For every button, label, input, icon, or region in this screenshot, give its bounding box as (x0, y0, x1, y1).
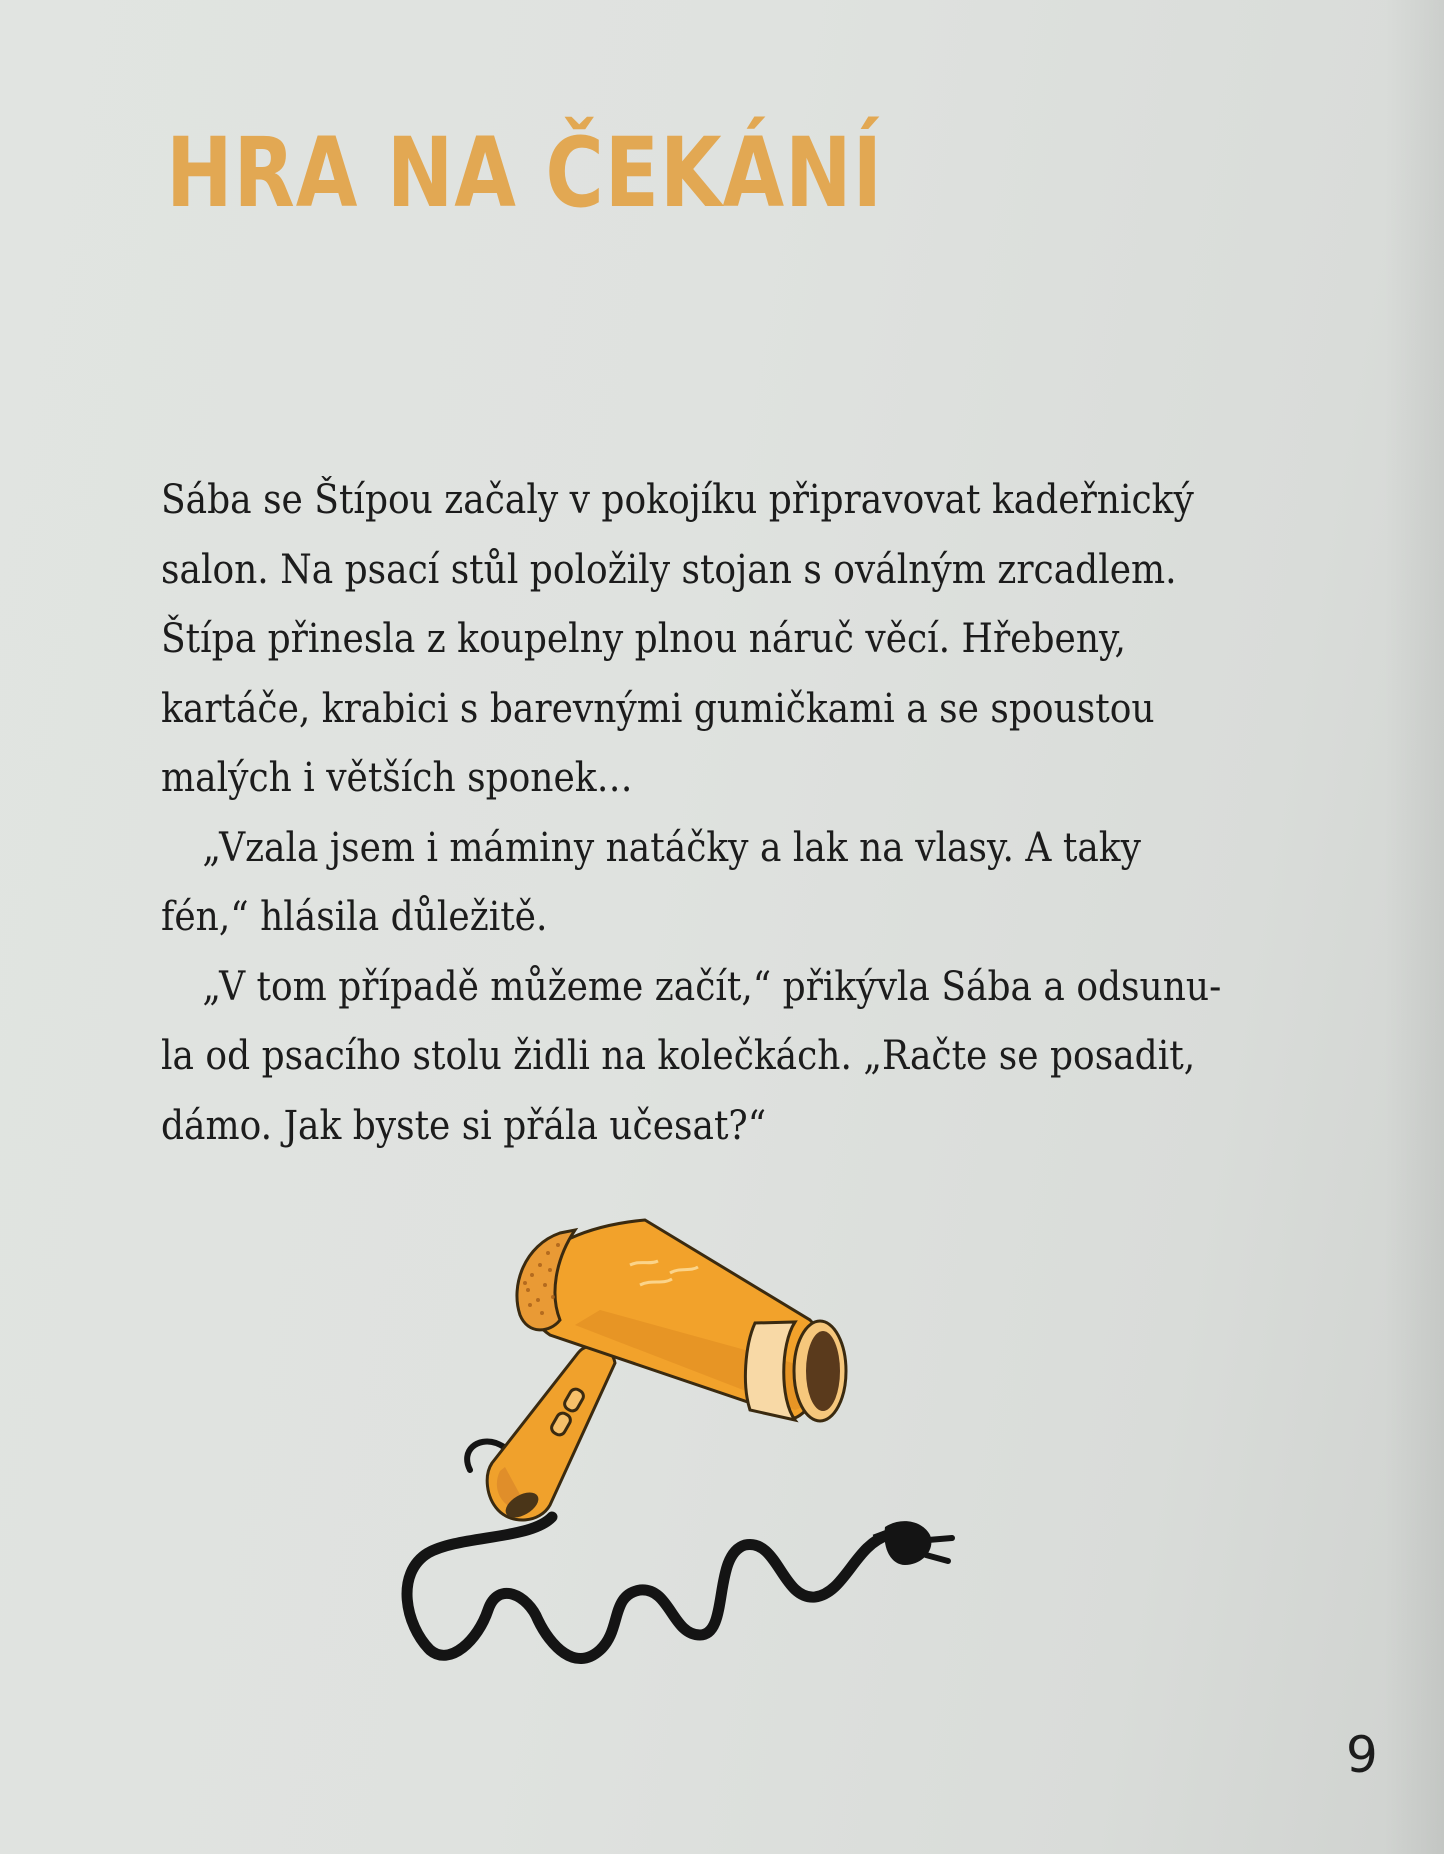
text-line: „Vzala jsem i máminy natáčky a lak na vlasy. A taky (202, 824, 1141, 871)
text-line: kartáče, krabici s barevnými gumičkami a se spoustou (161, 685, 1155, 732)
dryer-handle (487, 1346, 615, 1523)
story-text (161, 466, 1361, 1161)
text-line: dámo. Jak byste si přála učesat?“ (161, 1102, 767, 1149)
power-cord (407, 1517, 888, 1659)
text-line: Štípa přinesla z koupelny plnou náruč věcí. Hřebeny, (161, 616, 1127, 662)
page-edge-shadow (1384, 0, 1444, 1854)
text-line: „V tom případě můžeme začít,“ přikývla Sába a odsunu- (202, 963, 1222, 1010)
text-line: fén,“ hlásila důležitě. (161, 894, 548, 940)
plug-icon (873, 1521, 952, 1565)
paragraph-3 (161, 953, 1361, 1162)
hair-dryer-icon (400, 1205, 1120, 1765)
text-line: malých i větších sponek… (161, 755, 633, 801)
text-line: Sába se Štípou začaly v pokojíku připravovat kadeřnický (161, 477, 1194, 523)
text-line: la od psacího stolu židli na kolečkách. „Račte se posadit, (161, 1033, 1196, 1079)
page-number: 9 (1346, 1726, 1378, 1784)
chapter-title: HRA NA ČEKÁNÍ (166, 117, 883, 229)
text-line: salon. Na psací stůl položily stojan s oválným zrcadlem. (161, 546, 1177, 593)
paragraph-1 (161, 466, 1361, 814)
paragraph-2 (161, 814, 1361, 953)
